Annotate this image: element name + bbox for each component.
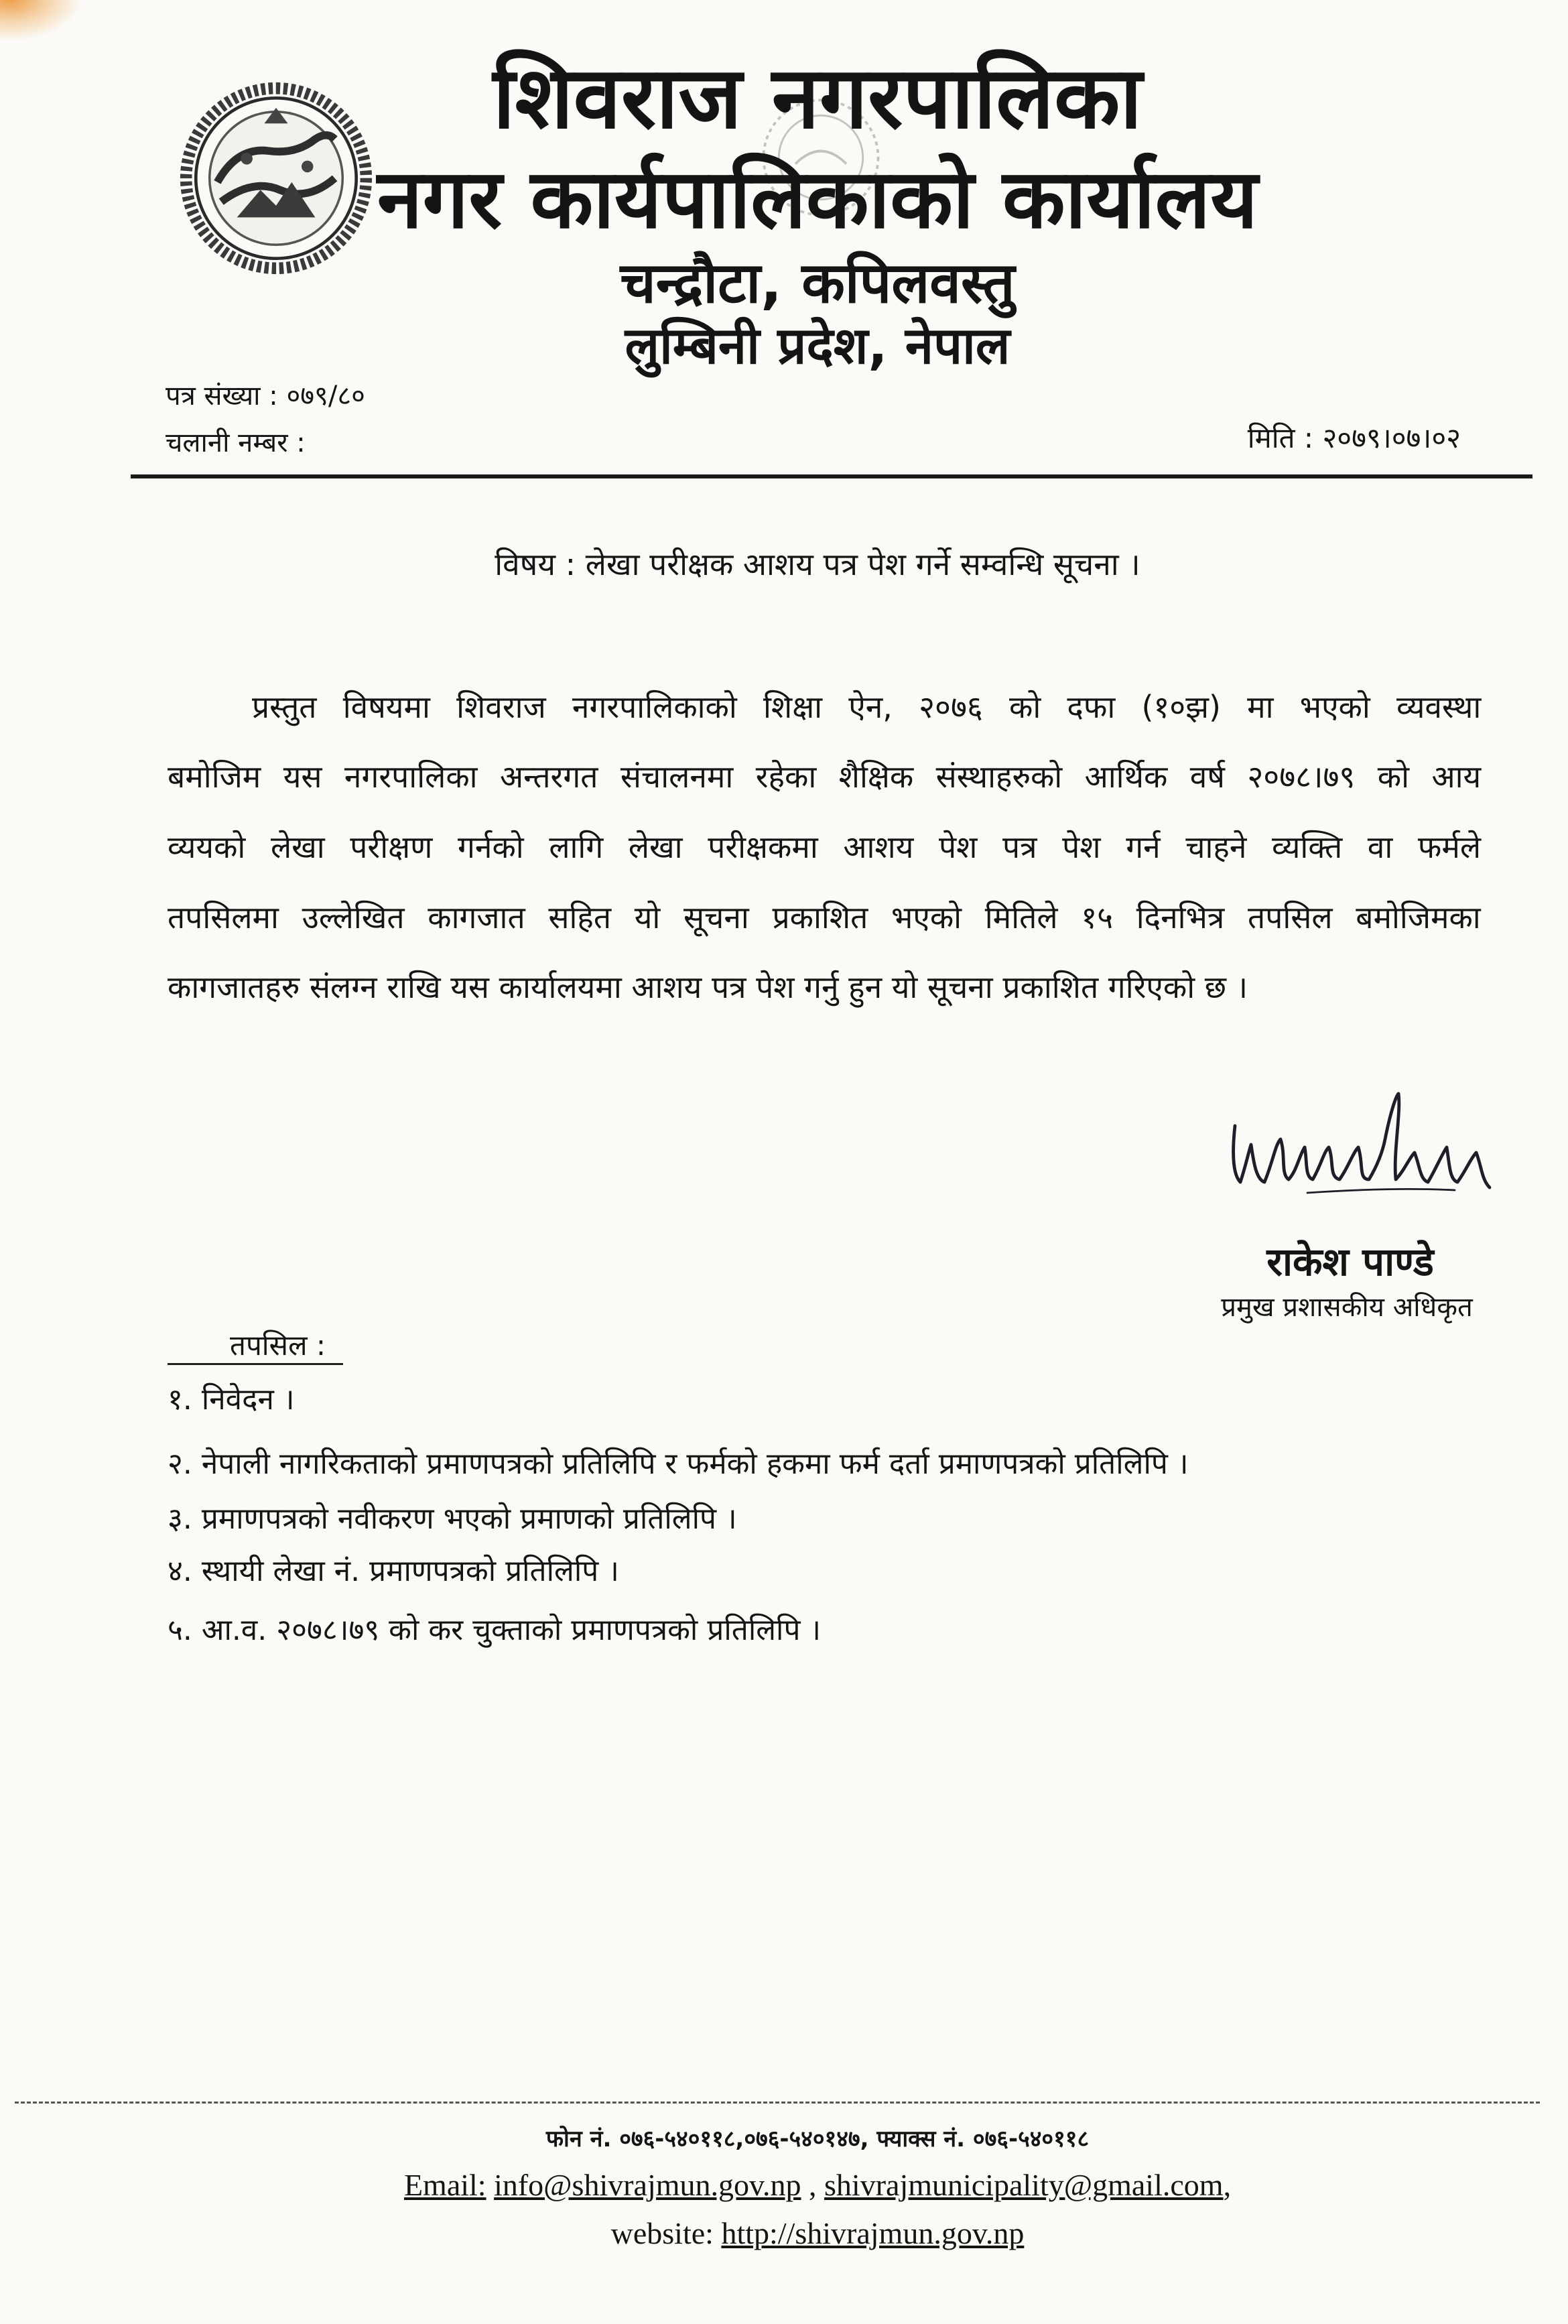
subject-label: विषय : <box>495 546 576 582</box>
body-line <box>168 826 1481 869</box>
signatory-title-text: प्रमुख प्रशासकीय अधिकृत <box>1221 1292 1473 1323</box>
email-link-secondary: shivrajmunicipality@gmail.com <box>824 2168 1224 2202</box>
list-item-text: १. निवेदन । <box>168 1382 295 1417</box>
signatory-name <box>1220 1238 1481 1285</box>
website-label: website: <box>610 2216 714 2250</box>
email-label: Email: <box>403 2168 486 2202</box>
address-line-1 <box>603 249 1032 316</box>
annex-heading-underline <box>168 1363 343 1365</box>
footer-phone-text: फोन नं. ०७६-५४०११८,०७६-५४०१४७, फ्याक्स नं. ०७६-५४०११८ <box>545 2126 1090 2152</box>
footer-website <box>415 2214 1220 2253</box>
body-line-text: प्रस्तुत विषयमा शिवराज नगरपालिकाको शिक्षा ऐन, २०७६ को दफा (१०झ) मा भएको व्यवस्था <box>252 689 1482 725</box>
footer-divider <box>15 2102 1540 2104</box>
body-line-last <box>168 966 1481 1009</box>
list-item <box>168 1445 1374 1484</box>
list-item-text: ५. आ.व. २०७८।७९ को कर चुक्ताको प्रमाणपत्रको प्रतिलिपि । <box>168 1613 822 1647</box>
body-line <box>252 686 1481 729</box>
annex-heading-text: तपसिल : <box>230 1329 326 1362</box>
footer-phone <box>375 2124 1260 2154</box>
list-item <box>168 1552 1374 1591</box>
footer-emails-wrap <box>404 2166 1231 2205</box>
body-line <box>168 756 1481 799</box>
nepal-government-emblem-icon <box>178 80 374 276</box>
letter-number <box>166 379 594 413</box>
subject-wrap <box>495 544 1140 584</box>
list-item <box>168 1611 1374 1650</box>
letter-number-wrap <box>166 379 365 413</box>
list-item-text: ४. स्थायी लेखा नं. प्रमाणपत्रको प्रतिलिपि । <box>168 1554 619 1588</box>
body-line-text: तपसिलमा उल्लेखित कागजात सहित यो सूचना प्रकाशित भएको मितिले १५ दिनभित्र तपसिल बमोजिमका <box>168 899 1481 935</box>
list-item-text: २. नेपाली नागरिकताको प्रमाणपत्रको प्रतिलिपि र फर्मको हकमा फर्म दर्ता प्रमाणपत्रको प्रतिलिपि । <box>168 1447 1189 1481</box>
dispatch-number-label: चलानी नम्बर : <box>166 428 306 458</box>
annex-heading <box>230 1328 431 1363</box>
address-line-2 <box>603 315 1032 377</box>
list-item <box>168 1500 1374 1539</box>
email-trailing: , <box>1223 2168 1232 2202</box>
body-line-text: बमोजिम यस नगरपालिका अन्तरगत संचालनमा रहेका शैक्षिक संस्थाहरुको आर्थिक वर्ष २०७८।७९ को आय <box>168 759 1482 795</box>
address-line-2-text: लुम्बिनी प्रदेश, नेपाल <box>625 316 1010 375</box>
email-separator: , <box>801 2168 825 2202</box>
email-link-primary: info@shivrajmun.gov.np <box>494 2168 801 2202</box>
body-line-text: कागजातहरु संलग्न राखि यस कार्यालयमा आशय पत्र पेश गर्नु हुन यो सूचना प्रकाशित गरिएको छ । <box>168 969 1248 1005</box>
letter-number-value: ०७९/८० <box>286 381 365 411</box>
office-title <box>456 48 1179 149</box>
office-title-text: शिवराज नगरपालिका <box>493 48 1142 148</box>
address-line-1-text: चन्द्रौटा, कपिलवस्तु <box>620 250 1015 316</box>
subject-line <box>255 544 1380 584</box>
body-line-text: व्ययको लेखा परीक्षण गर्नको लागि लेखा परीक्षकमा आशय पेश पत्र पेश गर्न चाहने व्यक्ति वा फर्मले <box>168 829 1482 865</box>
subject-text: लेखा परीक्षक आशय पत्र पेश गर्ने सम्वन्धि सूचना । <box>585 546 1140 582</box>
letter-number-label: पत्र संख्या : <box>166 381 278 411</box>
date-value: २०७९।०७।०२ <box>1322 422 1461 454</box>
signatory-name-text: राकेश पाण्डे <box>1266 1239 1434 1285</box>
website-link: http://shivrajmun.gov.np <box>721 2216 1025 2250</box>
dispatch-number <box>166 426 594 460</box>
letter-date <box>1086 421 1461 456</box>
date-label: मिति : <box>1247 422 1314 454</box>
office-subtitle-text: नगर कार्यपालिकाको कार्यालय <box>377 151 1258 247</box>
handwritten-signature-icon <box>1224 1086 1498 1213</box>
signatory-title <box>1199 1291 1494 1324</box>
office-subtitle <box>375 149 1260 249</box>
footer-emails <box>281 2166 1354 2205</box>
header-divider <box>131 474 1532 478</box>
list-item <box>168 1380 1374 1419</box>
paper-stain <box>0 0 80 40</box>
body-line <box>168 897 1481 940</box>
list-item-text: ३. प्रमाणपत्रको नवीकरण भएको प्रमाणको प्रतिलिपि । <box>168 1502 737 1536</box>
footer-website-wrap <box>611 2214 1025 2253</box>
letter-date-wrap <box>1248 421 1461 456</box>
